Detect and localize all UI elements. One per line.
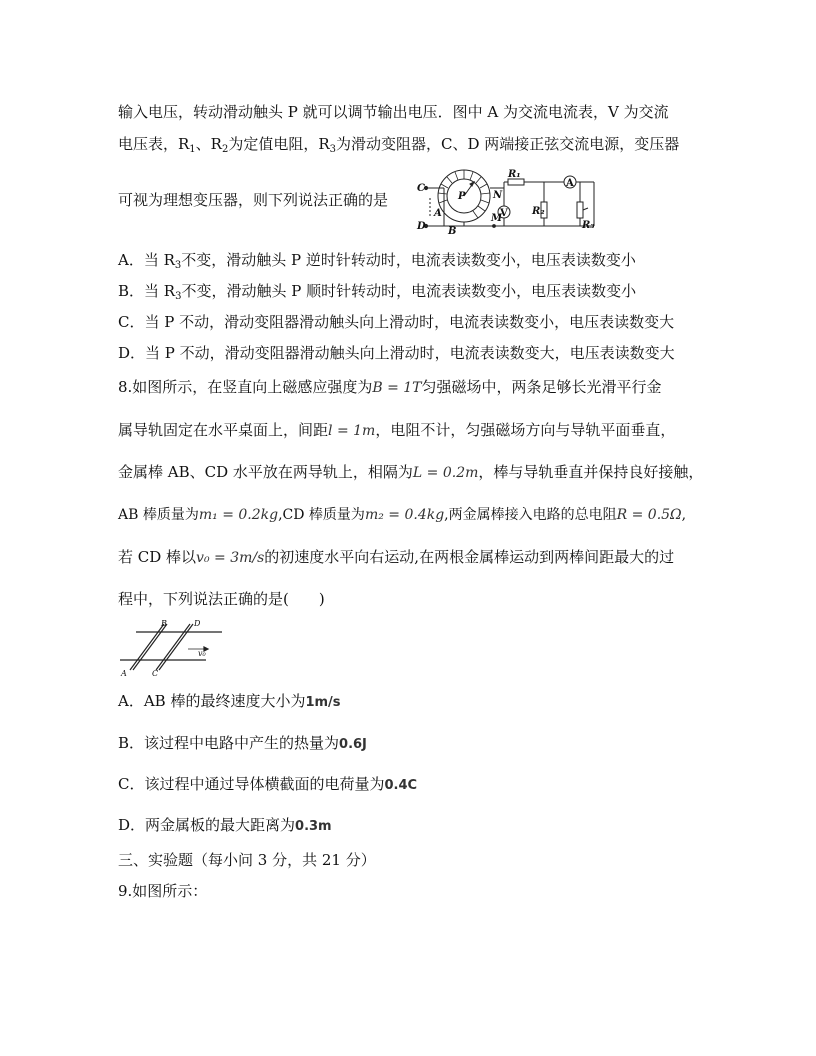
q7-option-a [118, 250, 636, 276]
q8-option-c [118, 774, 417, 796]
q8-line4-a: AB 棒质量为 [118, 507, 199, 523]
q7-line2-a: 电压表，R [118, 135, 190, 153]
q7-option-b-part2: 不变，滑动触头 P 顺时针转动时，电流表读数变小，电压表读数变小 [181, 282, 637, 300]
q8-option-b-eq: 0.6J [339, 737, 367, 752]
q8-line4-c: ,两金属棒接入电路的总电阻 [444, 507, 617, 523]
circuit-label-r3: R₃ [582, 220, 595, 231]
rails-label-v0: v₀ [198, 649, 206, 658]
transformer-circuit-figure [404, 168, 604, 236]
q8-eq-gap: L = 0.2m [412, 465, 479, 481]
rails-label-b: B [161, 619, 167, 628]
q7-option-b-part1: B．当 R [118, 282, 176, 300]
q8-option-d-text: D．两金属板的最大距离为 [118, 816, 296, 834]
q8-line1 [118, 377, 662, 398]
q7-line2-c: 为定值电阻，R [228, 135, 330, 153]
circuit-label-b: B [448, 226, 457, 236]
voltmeter-label: V [500, 208, 508, 219]
q7-line2-d: 为滑动变阻器，C、D 两端接正弦交流电源，变压器 [336, 135, 680, 153]
q8-line3 [118, 462, 703, 483]
q7-option-d: D．当 P 不动，滑动变阻器滑动触头向上滑动时，电流表读数变大，电压表读数变大 [118, 344, 675, 362]
circuit-label-r2: R₂ [532, 206, 545, 217]
q7-sub3: 3 [329, 144, 337, 155]
q8-option-c-text: C．该过程中通过导体横截面的电荷量为 [118, 775, 385, 793]
q8-eq-m1: m₁ = 0.2kg [198, 507, 279, 523]
q8-option-b [118, 733, 367, 755]
rails-label-d: D [194, 619, 201, 628]
q8-line6: 程中，下列说法正确的是( ) [118, 590, 325, 608]
q7-line3: 可视为理想变压器，则下列说法正确的是 [118, 191, 389, 209]
q8-eq-r: R = 0.5Ω [616, 507, 682, 523]
q8-line3-b: ，棒与导轨垂直并保持良好接触， [478, 463, 704, 481]
circuit-label-n: N [493, 190, 503, 201]
q7-option-c: C．当 P 不动，滑动变阻器滑动触头向上滑动时，电流表读数变小，电压表读数变大 [118, 313, 675, 331]
q8-line2-b: ，电阻不计，匀强磁场方向与导轨平面垂直， [375, 421, 676, 439]
q8-option-a-text: A．AB 棒的最终速度大小为 [118, 692, 306, 710]
q8-line5-a: 若 CD 棒以 [118, 548, 197, 566]
circuit-label-r1: R₁ [508, 169, 521, 180]
q7-line1: 输入电压，转动滑动触头 P 就可以调节输出电压．图中 A 为交流电流表，V 为交流 [118, 103, 669, 121]
q7-sub2: 2 [221, 144, 229, 155]
circuit-label-p: P [458, 191, 466, 202]
rails-label-c: C [152, 669, 159, 678]
q8-line2 [118, 420, 675, 441]
q7-sub1: 1 [189, 144, 196, 155]
q8-option-b-text: B．该过程中电路中产生的热量为 [118, 734, 340, 752]
circuit-label-d: D [417, 221, 426, 232]
q8-eq-spacing: l = 1m [328, 423, 376, 439]
q7-option-b-sub: 3 [175, 291, 182, 302]
q8-option-a-eq: 1m/s [305, 695, 341, 710]
q8-eq-m2: m₂ = 0.4kg [364, 507, 445, 523]
q8-line4-d: , [681, 507, 687, 523]
q8-option-c-eq: 0.4C [384, 778, 418, 793]
q8-line5-b: 的初速度水平向右运动,在两根金属棒运动到两棒间距最大的过 [264, 548, 675, 566]
rails-label-a: A [121, 669, 127, 678]
q8-option-a [118, 691, 341, 713]
section-3-heading: 三、实验题（每小问 3 分，共 21 分） [118, 851, 376, 869]
q7-option-b [118, 281, 636, 307]
q8-line1-a: 8.如图所示，在竖直向上磁感应强度为 [118, 378, 373, 396]
q7-line2 [118, 134, 679, 160]
q8-option-d [118, 815, 332, 837]
q8-line1-b: 匀强磁场中，两条足够长光滑平行金 [421, 378, 662, 396]
q7-line2-b: 、R [195, 135, 222, 153]
q7-option-a-part2: 不变，滑动触头 P 逆时针转动时，电流表读数变小，电压表读数变小 [181, 251, 636, 269]
q8-line4 [118, 505, 686, 525]
circuit-label-c: C [417, 183, 425, 194]
q8-eq-v0: v₀ = 3m/s [196, 550, 265, 566]
q8-option-d-eq: 0.3m [295, 819, 332, 834]
circuit-label-m: M [491, 213, 503, 224]
q8-line5 [118, 547, 674, 568]
q8-line4-b: ,CD 棒质量为 [278, 507, 365, 523]
q7-option-a-sub: 3 [174, 260, 182, 271]
q7-option-a-part1: A．当 R [118, 251, 175, 269]
q8-eq-b-field: B = 1T [372, 380, 422, 396]
q8-line3-a: 金属棒 AB、CD 水平放在两导轨上，相隔为 [118, 463, 413, 481]
q8-line2-a: 属导轨固定在水平桌面上，间距 [118, 421, 329, 439]
circuit-label-a: A [434, 208, 442, 219]
rails-figure [116, 618, 226, 678]
ammeter-label: A [566, 178, 574, 189]
q9-line1: 9.如图所示： [118, 882, 208, 900]
